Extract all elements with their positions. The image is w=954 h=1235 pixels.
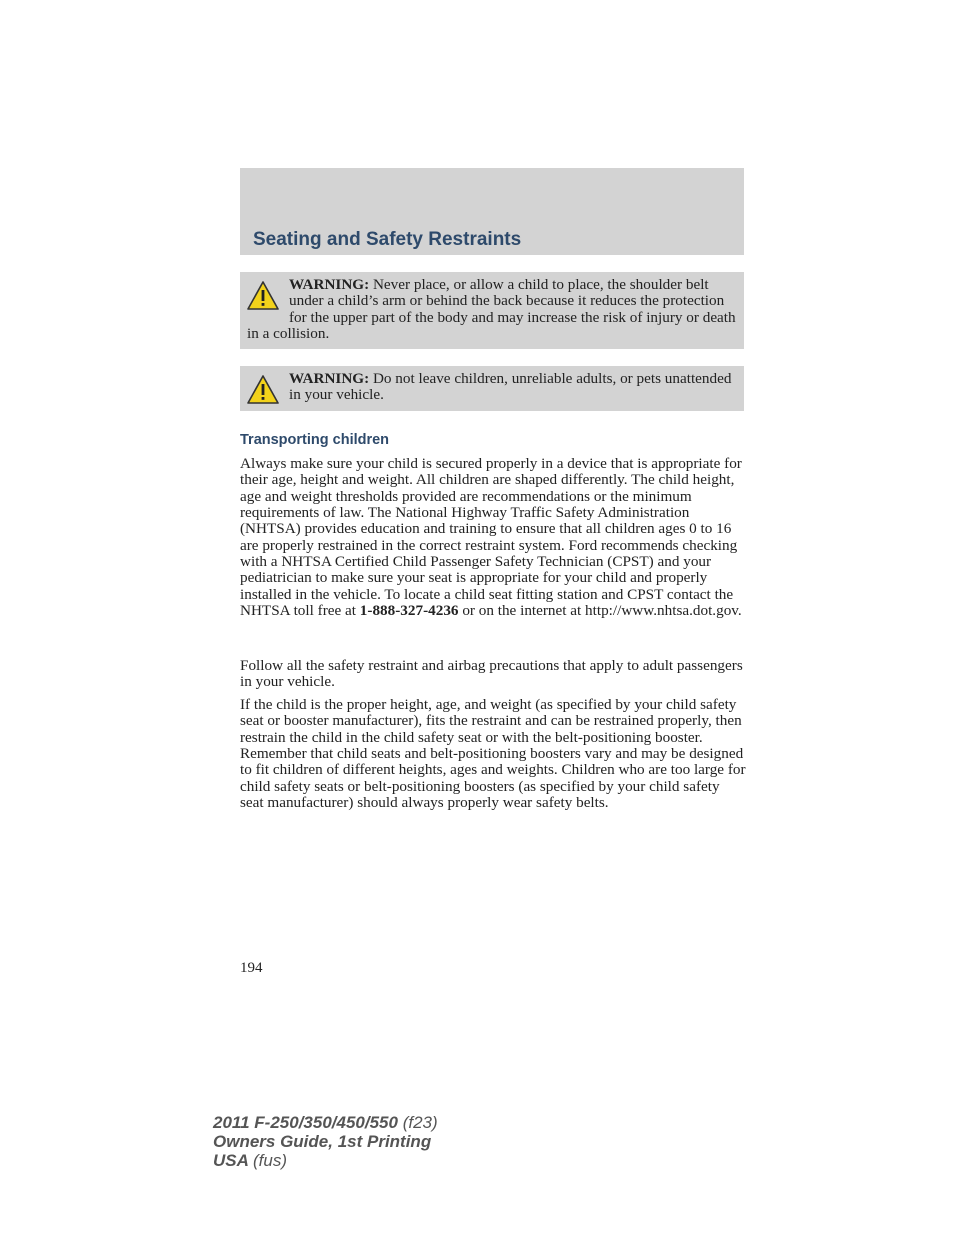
paragraph-booster-guidance: If the child is the proper height, age, and weight (as specified by your child safety seat or booster manufacturer), fits the restraint and can be restrained properly, then restrain the child in the child safety seat or with the belt-positioning booster. Remember that child seats and belt-positioning boosters vary and may be designed to fit children of different heights, ages and weights. Children who are too large for child safety seats or belt-positioning boosters (as specified by your child safety seat manufacturer) should always properly wear safety belts. (240, 696, 746, 812)
paragraph-text: Always make sure your child is secured properly in a device that is appropriate for their age, height and weight. All children are shaped differently. The child height, age and weight thresholds provided are recommendations or the minimum requirements of law. The National Highway Traffic Safety Administration (NHTSA) provides education and training to ensure that all children ages 0 to 16 are properly restrained in the correct restraint system. Ford recommends checking with a NHTSA Certified Child Passenger Safety Technician (CPST) and your pediatrician to make sure your seat is appropriate for your child and properly installed in the vehicle. To locate a child seat fitting station and CPST contact the NHTSA toll free at (240, 455, 742, 620)
page-number: 194 (240, 960, 263, 976)
warning-triangle-icon (247, 374, 279, 406)
paragraph-airbag-precautions: Follow all the safety restraint and airbag precautions that apply to adult passengers in your vehicle. (240, 657, 743, 691)
warning-triangle-icon (247, 280, 279, 312)
paragraph-text: or on the internet at http://www.nhtsa.dot.gov. (462, 602, 742, 620)
footer-printing: Owners Guide, 1st Printing (213, 1132, 432, 1151)
document-footer (213, 1113, 438, 1170)
warning-label: WARNING: (289, 370, 370, 387)
section-heading-transporting-children: Transporting children (240, 432, 390, 448)
footer-model: 2011 F-250/350/450/550 (213, 1113, 398, 1132)
section-header-bar (240, 168, 744, 255)
warning-text: Never place, or allow a child to place, the shoulder belt under a child’s arm or behind the back because it reduces the protection for the upper part of the body and may increase the risk of injury or death in a collision. (247, 276, 736, 343)
nhtsa-phone-number: 1-888-327-4236 (359, 602, 459, 620)
paragraph-child-securing (240, 456, 746, 619)
warning-box-shoulder-belt (240, 272, 744, 349)
footer-line-model (213, 1113, 438, 1132)
section-title: Seating and Safety Restraints (253, 229, 522, 250)
footer-market: USA (213, 1151, 249, 1170)
footer-market-code: (fus) (253, 1151, 287, 1170)
warning-box-unattended (240, 366, 744, 411)
warning-text: Do not leave children, unreliable adults, or pets unattended in your vehicle. (289, 370, 732, 404)
footer-line-market (213, 1151, 438, 1170)
warning-label: WARNING: (289, 276, 370, 293)
footer-line-printing (213, 1132, 438, 1151)
footer-model-code: (f23) (402, 1113, 438, 1132)
